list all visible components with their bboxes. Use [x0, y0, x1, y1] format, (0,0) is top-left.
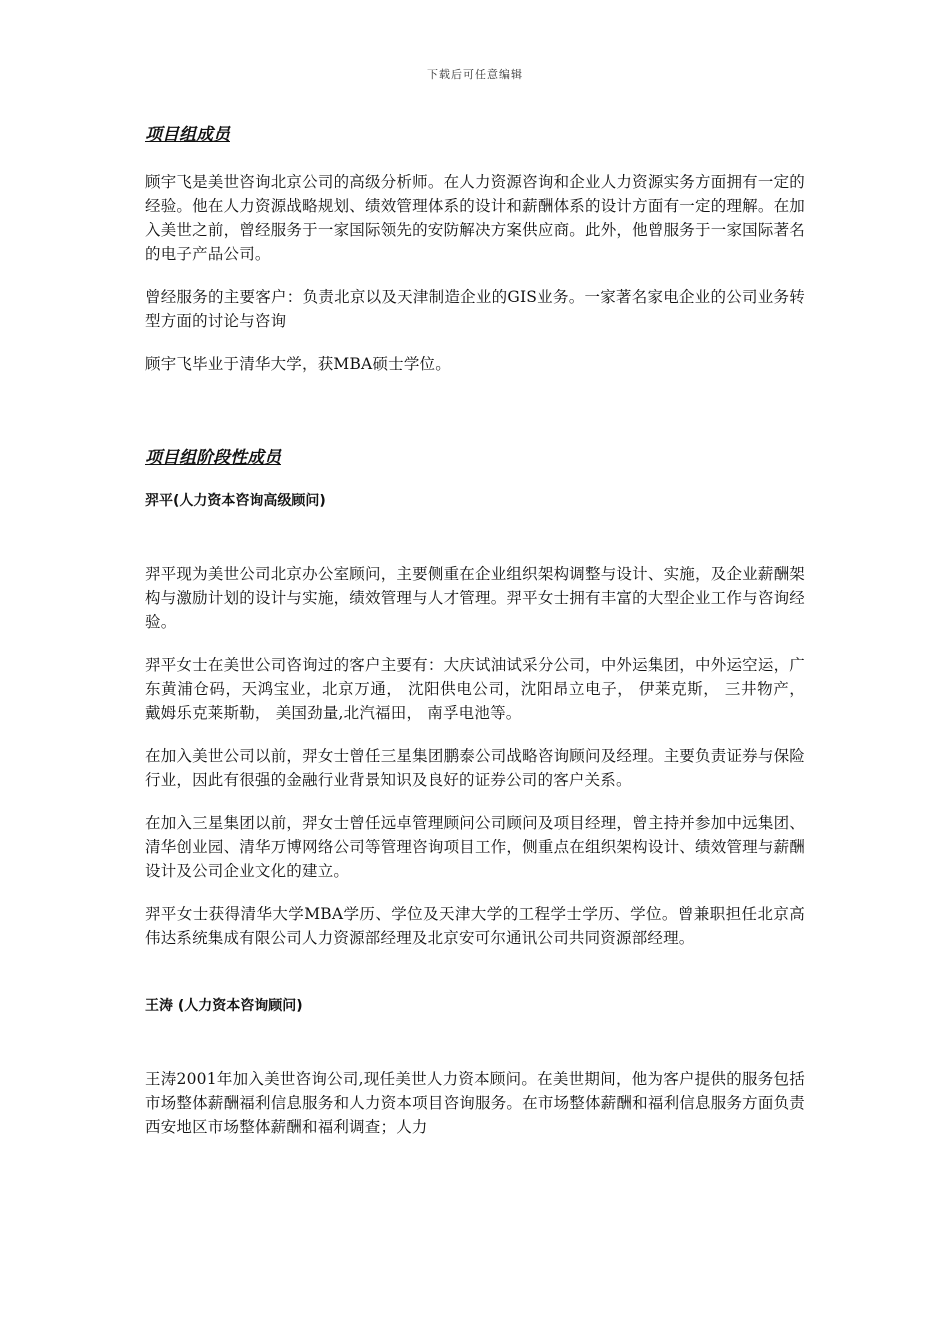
paragraph-yi-prior: 在加入三星集团以前，羿女士曾任远卓管理顾问公司顾问及项目经理，曾主持并参加中远集团、清华创业园、清华万博网络公司等管理咨询项目工作，侧重点在组织架构设计、绩效管理与薪酬设计及公司企业文化的建立。 — [145, 814, 805, 880]
paragraph-yi-education: 羿平女士获得清华大学MBA学历、学位及天津大学的工程学士学历、学位。曾兼职担任北京高伟达系统集成有限公司人力资源部经理及北京安可尔通讯公司共同资源部经理。 — [145, 905, 805, 947]
member-name-wang-tao: 王涛 (人力资本咨询顾问) — [145, 998, 303, 1014]
header-note: 下载后可任意编辑 — [427, 68, 523, 81]
paragraph-gu-bio: 顾宇飞是美世咨询北京公司的高级分析师。在人力资源咨询和企业人力资源实务方面拥有一定的经验。他在人力资源战略规划、绩效管理体系的设计和薪酬体系的设计方面有一定的理解。在加入美世之前，曾经服务于一家国际领先的安防解决方案供应商。此外，他曾服务于一家国际著名的电子产品公司。 — [145, 173, 805, 263]
paragraph-wang-bio: 王涛2001年加入美世咨询公司,现任美世人力资本顾问。在美世期间，他为客户提供的服务包括市场整体薪酬福利信息服务和人力资本项目咨询服务。在市场整体薪酬和福利信息服务方面负责西安地区市场整体薪酬和福利调查；人力 — [145, 1070, 805, 1136]
paragraph-yi-samsung: 在加入美世公司以前，羿女士曾任三星集团鹏泰公司战略咨询顾问及经理。主要负责证券与保险行业，因此有很强的金融行业背景知识及良好的证券公司的客户关系。 — [145, 747, 805, 789]
paragraph-gu-education: 顾宇飞毕业于清华大学，获MBA硕士学位。 — [145, 355, 451, 373]
paragraph-gu-clients: 曾经服务的主要客户：负责北京以及天津制造企业的GIS业务。一家著名家电企业的公司业务转型方面的讨论与咨询 — [145, 288, 805, 330]
document-content — [145, 118, 805, 1139]
section-title-team-members: 项目组成员 — [145, 125, 230, 145]
paragraph-yi-clients: 羿平女士在美世公司咨询过的客户主要有：大庆试油试采分公司，中外运集团，中外运空运，广东黄浦仓码，天鸿宝业，北京万通， 沈阳供电公司，沈阳昂立电子， 伊莱克斯， 三井物产， 戴姆乐克莱斯勒， 美国劲量,北汽福田， 南孚电池等。 — [145, 656, 805, 722]
member-name-yi-ping: 羿平(人力资本咨询高级顾问) — [145, 493, 326, 509]
section-title-phase-members: 项目组阶段性成员 — [145, 448, 281, 468]
paragraph-yi-bio: 羿平现为美世公司北京办公室顾问，主要侧重在企业组织架构调整与设计、实施，及企业薪酬架构与激励计划的设计与实施，绩效管理与人才管理。羿平女士拥有丰富的大型企业工作与咨询经验。 — [145, 565, 805, 631]
